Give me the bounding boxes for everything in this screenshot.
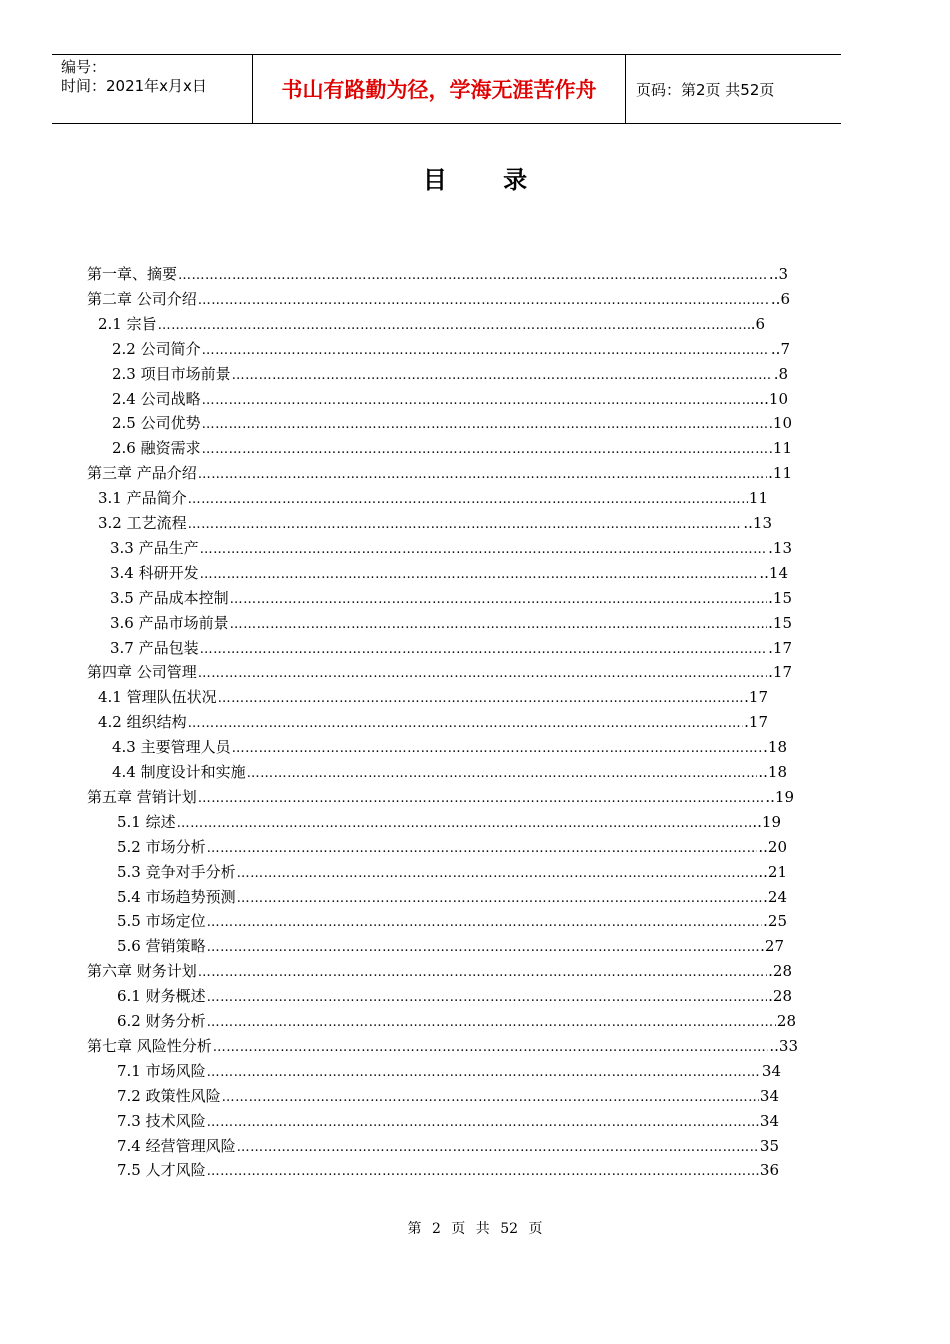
toc-leader-dots: [232, 741, 763, 756]
toc-entry-page: .28: [768, 987, 792, 1006]
toc-leader-dots: [207, 841, 758, 856]
page-header: [52, 54, 841, 124]
toc-entry-page: ..19: [765, 787, 794, 806]
toc-entry-label: 5.1 综述: [117, 812, 176, 831]
toc-entry[interactable]: [117, 910, 787, 932]
toc-leader-dots: [207, 1015, 776, 1030]
toc-entry-label: 2.2 公司简介: [112, 339, 201, 358]
toc-entry[interactable]: [117, 935, 784, 957]
toc-leader-dots: [202, 417, 772, 432]
toc-entry[interactable]: [117, 985, 792, 1007]
toc-leader-dots: [213, 1040, 769, 1055]
toc-entry[interactable]: [110, 637, 792, 659]
toc-entry[interactable]: [98, 711, 768, 733]
header-page-label: 页码：第2页 共52页: [636, 80, 775, 99]
toc-entry-page: ..6: [770, 289, 790, 308]
toc-entry[interactable]: [87, 786, 794, 808]
toc-entry[interactable]: [110, 587, 792, 609]
toc-entry-page: 34: [759, 1111, 779, 1130]
toc-leader-dots: [198, 965, 767, 980]
toc-entry-label: 第三章 产品介绍: [87, 464, 197, 483]
toc-entry[interactable]: [87, 1035, 798, 1057]
toc-leader-dots: [237, 866, 758, 881]
toc-entry-page: ..18: [758, 763, 787, 781]
toc-entry-label: 5.5 市场定位: [117, 912, 206, 931]
toc-entry-label: 4.2 组织结构: [98, 713, 187, 732]
toc-entry-label: 5.6 营销策略: [117, 937, 206, 956]
toc-entry-page: .24: [763, 887, 787, 906]
toc-entry-page: ..33: [769, 1036, 798, 1055]
toc-entry-page: .17: [744, 688, 768, 707]
toc-entry-label: 第四章 公司管理: [87, 663, 197, 682]
toc-leader-dots: [200, 567, 759, 582]
toc-entry[interactable]: [117, 1060, 781, 1082]
header-info-cell: [52, 55, 253, 123]
toc-entry-page: .6: [750, 314, 765, 333]
toc-entry-label: 7.3 技术风险: [117, 1111, 206, 1130]
toc-leader-dots: [198, 666, 767, 681]
toc-entry[interactable]: [87, 263, 788, 285]
toc-entry-label: 3.1 产品简介: [98, 489, 187, 508]
toc-entry[interactable]: [117, 886, 787, 908]
toc-entry-page: 35: [759, 1136, 779, 1155]
toc-entry-page: .8: [773, 364, 788, 383]
toc-entry-page: ..14: [759, 563, 788, 582]
toc-entry[interactable]: [117, 1135, 779, 1157]
toc-entry-label: 4.1 管理队伍状况: [98, 688, 217, 707]
toc-leader-dots: [207, 940, 760, 955]
toc-entry-page: 34: [759, 1086, 779, 1105]
toc-leader-dots: [198, 791, 765, 806]
toc-leader-dots: [158, 318, 750, 333]
toc-entry-page: .15: [768, 588, 792, 607]
toc-entry[interactable]: [112, 338, 790, 360]
toc-entry-page: ..13: [743, 514, 772, 532]
toc-entry-page: .27: [760, 937, 784, 956]
document-time-label: 时间：2021年x月x日: [61, 77, 207, 95]
toc-entry-label: 5.3 竞争对手分析: [117, 862, 236, 881]
toc-entry-label: 第二章 公司介绍: [87, 289, 197, 308]
toc-leader-dots: [247, 766, 758, 781]
toc-entry[interactable]: [112, 412, 792, 434]
toc-entry-page: .13: [768, 538, 792, 557]
toc-entry-label: 3.2 工艺流程: [98, 514, 187, 532]
toc-entry-page: .11: [768, 464, 792, 483]
toc-entry-label: 6.2 财务分析: [117, 1012, 206, 1030]
toc-entry-label: 2.4 公司战略: [112, 389, 201, 408]
toc-entry-page: 11: [748, 489, 768, 508]
page-footer: 第 2 页 共 52 页: [407, 1221, 543, 1237]
toc-entry[interactable]: [112, 388, 788, 410]
toc-leader-dots: [218, 691, 744, 706]
toc-entry-label: 第一章、摘要: [87, 265, 178, 283]
document-number-label: 编号：: [61, 58, 107, 76]
toc-leader-dots: [200, 542, 768, 557]
toc-leader-dots: [188, 716, 744, 731]
toc-entry[interactable]: [117, 836, 787, 858]
toc-entry[interactable]: [117, 1110, 779, 1132]
toc-entry[interactable]: [112, 761, 787, 783]
toc-entry-label: 3.7 产品包装: [110, 638, 199, 657]
toc-entry-label: 4.4 制度设计和实施: [112, 763, 246, 781]
toc-entry-page: .15: [768, 613, 792, 632]
toc-leader-dots: [232, 368, 773, 383]
toc-entry[interactable]: [98, 313, 765, 335]
toc-entry[interactable]: [87, 960, 792, 982]
toc-entry[interactable]: [98, 487, 768, 509]
toc-entry[interactable]: [117, 1159, 779, 1181]
toc-entry-label: 第五章 营销计划: [87, 787, 197, 806]
toc-leader-dots: [198, 467, 767, 482]
toc-entry-page: 10: [772, 414, 792, 433]
toc-entry-page: ..3: [768, 265, 788, 283]
toc-leader-dots: [177, 816, 752, 831]
toc-leader-dots: [230, 592, 768, 607]
toc-entry-label: 3.3 产品生产: [110, 538, 199, 557]
toc-entry-label: 6.1 财务概述: [117, 987, 206, 1006]
toc-entry-page: .17: [744, 713, 768, 732]
toc-leader-dots: [230, 617, 768, 632]
toc-leader-dots: [237, 891, 763, 906]
toc-leader-dots: [202, 442, 772, 457]
toc-leader-dots: [207, 990, 768, 1005]
toc-leader-dots: [222, 1090, 759, 1105]
toc-leader-dots: [207, 1164, 759, 1179]
toc-entry-label: 2.6 融资需求: [112, 439, 201, 458]
toc-leader-dots: [207, 915, 763, 930]
toc-entry[interactable]: [110, 537, 792, 559]
toc-entry[interactable]: [117, 1085, 779, 1107]
toc-entry-page: 36: [759, 1161, 779, 1180]
toc-leader-dots: [207, 1115, 759, 1130]
toc-leader-dots: [207, 1065, 761, 1080]
header-motto: 书山有路勤为径，学海无涯苦作舟: [253, 55, 626, 123]
toc-entry-label: 3.5 产品成本控制: [110, 588, 229, 607]
toc-entry-label: 3.6 产品市场前景: [110, 613, 229, 632]
toc-entry-page: ..7: [770, 339, 790, 358]
toc-leader-dots: [188, 492, 748, 507]
toc-entry-label: 7.2 政策性风险: [117, 1086, 221, 1105]
toc-entry-label: 2.1 宗旨: [98, 314, 157, 333]
toc-entry[interactable]: [117, 861, 787, 883]
toc-entry-label: 5.2 市场分析: [117, 837, 206, 856]
toc-entry-label: 第六章 财务计划: [87, 962, 197, 981]
toc-entry[interactable]: [87, 462, 792, 484]
toc-entry-label: 4.3 主要管理人员: [112, 738, 231, 757]
toc-entry[interactable]: [98, 512, 772, 534]
toc-leader-dots: [188, 517, 743, 532]
toc-leader-dots: [202, 393, 754, 408]
toc-entry-page: 11: [772, 439, 792, 458]
page-title: 目 录: [422, 166, 552, 194]
toc-entry-label: 第七章 风险性分析: [87, 1036, 212, 1055]
toc-entry-page: .28: [768, 962, 792, 981]
toc-leader-dots: [200, 642, 768, 657]
toc-entry-label: 2.3 项目市场前景: [112, 364, 231, 383]
toc-entry-page: .18: [763, 738, 787, 757]
toc-entry-label: 7.4 经营管理风险: [117, 1136, 236, 1155]
toc-entry-page: ...10: [754, 389, 788, 408]
toc-leader-dots: [178, 268, 768, 283]
toc-entry[interactable]: [117, 811, 781, 833]
toc-entry-page: .25: [763, 912, 787, 931]
toc-entry-page: 34: [761, 1061, 781, 1080]
toc-entry[interactable]: [98, 686, 768, 708]
toc-leader-dots: [237, 1140, 759, 1155]
toc-entry[interactable]: [110, 562, 788, 584]
toc-entry-page: .17: [768, 663, 792, 682]
toc-leader-dots: [202, 343, 770, 358]
toc-entry-label: 7.1 市场风险: [117, 1061, 206, 1080]
toc-entry-label: 5.4 市场趋势预测: [117, 887, 236, 906]
toc-leader-dots: [198, 293, 770, 308]
toc-entry-page: ..20: [758, 837, 787, 856]
toc-entry[interactable]: [110, 612, 792, 634]
toc-entry-page: 28: [776, 1012, 796, 1030]
toc-entry-page: ..21: [758, 862, 787, 881]
toc-entry[interactable]: [117, 1010, 796, 1032]
toc-entry[interactable]: [87, 661, 792, 683]
toc-entry-label: 3.4 科研开发: [110, 563, 199, 582]
toc-entry[interactable]: [112, 363, 788, 385]
toc-entry-label: 7.5 人才风险: [117, 1161, 206, 1180]
toc-entry[interactable]: [112, 736, 787, 758]
toc-entry-page: ..19: [752, 812, 781, 831]
toc-entry-label: 2.5 公司优势: [112, 414, 201, 433]
toc-entry[interactable]: [87, 288, 790, 310]
toc-entry[interactable]: [112, 437, 792, 459]
toc-entry-page: .17: [768, 638, 792, 657]
